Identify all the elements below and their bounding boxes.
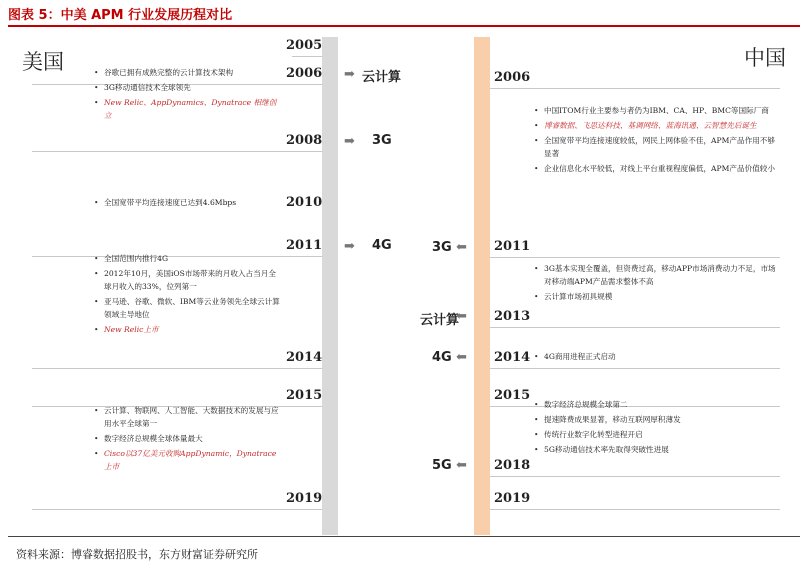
us-items-2006 — [92, 66, 282, 124]
footer-rule — [8, 536, 800, 537]
cn-year-2018: 2018 — [494, 458, 531, 473]
right-arrow-icon: ➡ — [344, 67, 355, 82]
left-arrow-icon: ⬅ — [456, 309, 467, 324]
right-arrow-icon: ➡ — [344, 239, 355, 254]
title-rule — [8, 25, 800, 27]
cn-tech-4g: 4G — [432, 350, 452, 365]
source-note: 资料来源：博睿数据招股书，东方财富证券研究所 — [16, 548, 258, 561]
cn-divider-2011 — [490, 257, 780, 258]
us-year-2008: 2008 — [286, 133, 323, 148]
us-year-2019: 2019 — [286, 491, 323, 506]
us-timeline-bar — [322, 37, 338, 535]
cn-year-2011: 2011 — [494, 239, 531, 254]
list-item: • 2012年10月，美国iOS市场带来的月收入占当月全球月收入的33%，位列第一 — [92, 267, 282, 293]
cn-divider-2013 — [490, 327, 780, 328]
cn-divider-2018 — [490, 476, 780, 477]
cn-year-2014: 2014 — [494, 350, 531, 365]
list-item: • 亚马逊、谷歌、微软、IBM等云业务领先全球云计算领域主导地位 — [92, 295, 282, 321]
us-year-2014: 2014 — [286, 350, 323, 365]
list-item: • 博睿数据、飞思达科技、基调网络、蓝海讯通、云智慧先后诞生 — [532, 119, 782, 132]
cn-tech-3g: 3G — [432, 240, 452, 255]
country-label-cn: 中国 — [744, 46, 786, 70]
cn-divider-2006 — [490, 88, 780, 89]
list-item: • 谷歌已拥有成熟完整的云计算技术架构 — [92, 66, 282, 79]
cn-items-2006 — [532, 104, 782, 177]
list-item: • New Relic上市 — [92, 323, 282, 336]
cn-tech-5g: 5G — [432, 458, 452, 473]
list-item: • 5G移动通信技术率先取得突破性进展 — [532, 443, 782, 456]
cn-divider-2014 — [490, 368, 780, 369]
us-year-2006: 2006 — [286, 66, 323, 81]
cn-items-2011 — [532, 262, 782, 305]
cn-items-2014 — [532, 350, 782, 365]
cn-timeline-bar — [474, 37, 490, 535]
list-item: • 数字经济总规模全球第二 — [532, 398, 782, 411]
list-item: • 中国ITOM行业主要参与者仍为IBM、CA、HP、BMC等国际厂商 — [532, 104, 782, 117]
list-item: • 提速降费成果显著，移动互联网厚积薄发 — [532, 413, 782, 426]
us-year-2015: 2015 — [286, 388, 323, 403]
list-item: • 3G移动通信技术全球领先 — [92, 81, 282, 94]
list-item: • 企业信息化水平较低，对线上平台重视程度偏低，APM产品价值较小 — [532, 162, 782, 175]
left-arrow-icon: ⬅ — [456, 458, 467, 473]
list-item: • New Relic、AppDynamics、Dynatrace 相继创立 — [92, 96, 282, 122]
us-items-2008 — [92, 196, 292, 211]
country-label-us: 美国 — [22, 50, 64, 74]
left-arrow-icon: ⬅ — [456, 350, 467, 365]
list-item: • 云计算市场初具规模 — [532, 290, 782, 303]
us-divider-2019 — [32, 509, 322, 510]
cn-divider-2019 — [490, 509, 780, 510]
us-year-2005: 2005 — [286, 38, 323, 53]
us-items-2015 — [92, 404, 282, 475]
cn-tech-cloud: 云计算 — [420, 313, 460, 328]
list-item: • 全国宽带平均连接速度较低，网民上网体验不佳，APM产品作用不够显著 — [532, 134, 782, 160]
us-divider-2005 — [292, 56, 322, 57]
cn-items-2015 — [532, 398, 782, 458]
list-item: • 传统行业数字化转型进程开启 — [532, 428, 782, 441]
list-item: • 全国范围内推行4G — [92, 252, 282, 265]
us-tech-4g: 4G — [372, 238, 392, 253]
cn-year-2019: 2019 — [494, 491, 531, 506]
cn-year-2013: 2013 — [494, 309, 531, 324]
us-divider-2014 — [32, 368, 322, 369]
list-item: • 云计算、物联网、人工智能、大数据技术的发展与应用水平全球第一 — [92, 404, 282, 430]
figure-title: 图表 5：中美 APM 行业发展历程对比 — [8, 8, 233, 23]
list-item: • 3G基本实现全覆盖，但资费过高，移动APP市场消费动力不足，市场对移动端APM产品需求整体不高 — [532, 262, 782, 288]
left-arrow-icon: ⬅ — [456, 240, 467, 255]
us-year-2010: 2010 — [286, 195, 323, 210]
us-divider-2008 — [32, 151, 322, 152]
us-items-2011 — [92, 252, 282, 338]
right-arrow-icon: ➡ — [344, 134, 355, 149]
list-item: • 4G商用进程正式启动 — [532, 350, 782, 363]
list-item: • 数字经济总规模全球体量最大 — [92, 432, 282, 445]
list-item: • Cisco以37亿美元收购AppDynamic，Dynatrace上市 — [92, 447, 282, 473]
cn-year-2015: 2015 — [494, 388, 531, 403]
us-tech-3g: 3G — [372, 133, 392, 148]
us-tech-cloud: 云计算 — [362, 70, 402, 85]
list-item: • 全国宽带平均连接速度已达到4.6Mbps — [92, 196, 292, 209]
cn-year-2006: 2006 — [494, 70, 531, 85]
us-year-2011: 2011 — [286, 238, 323, 253]
